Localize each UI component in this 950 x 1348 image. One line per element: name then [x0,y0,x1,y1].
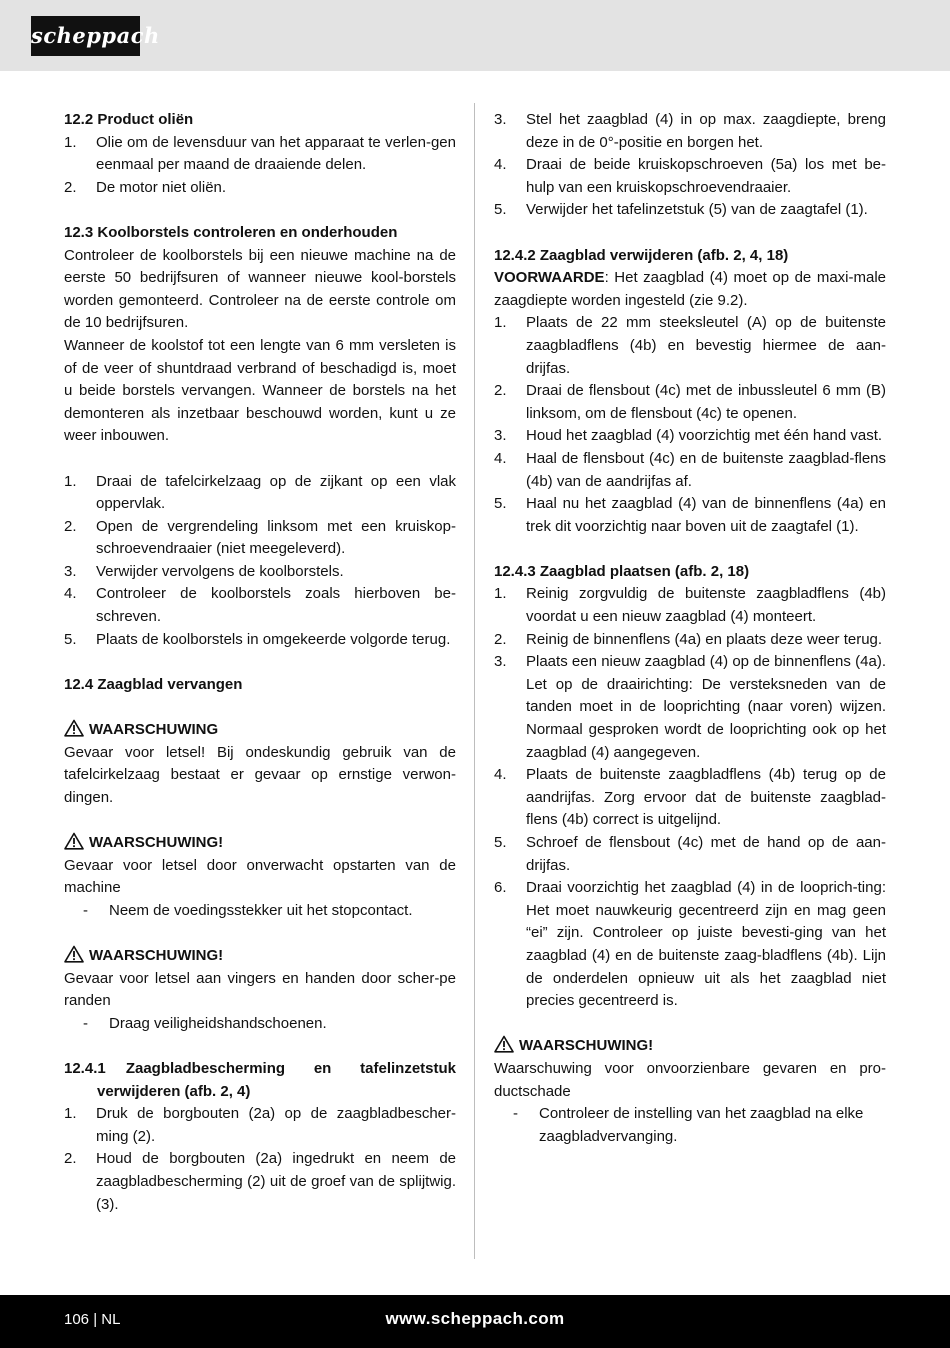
dash-list [494,1103,886,1148]
list-item: 1. Draai de tafelcirkelzaag op de zijkant op een vlak oppervlak. [64,472,456,513]
section-12-2-list [64,132,456,200]
left-column [64,109,456,1216]
section-12-4-1-heading: 12.4.1 Zaagbladbescherming en tafelinzetstuk verwijderen (afb. 2, 4) [64,1059,456,1100]
warning-text: Gevaar voor letsel! Bij ondeskundig gebruik van de tafelcirkelzaag bestaat er gevaar op ernstige verwon-dingen. [64,743,456,806]
warning-heading: WAARSCHUWING! [64,832,456,855]
list-item: 1. Druk de borgbouten (2a) op de zaagbladbescher-ming (2). [64,1105,456,1145]
list-item: 2. Open de vergrendeling linksom met een kruiskop-schroevendraaier (niet meegeleverd). [64,517,456,558]
right-column [494,109,886,1148]
list-item: 1. Plaats de 22 mm steeksleutel (A) op de buitenste zaagbladflens (4b) en bevestig hiermee de aan-drijfas. [494,314,886,377]
section-12-3-heading: 12.3 Koolborstels controleren en onderhouden [64,223,398,241]
section-12-4-heading: 12.4 Zaagblad vervangen [64,675,243,693]
warning-text: Waarschuwing voor onvoorzienbare gevaren en pro-ductschade [494,1059,886,1100]
list-item: 3. Houd het zaagblad (4) voorzichtig met één hand vast. [494,427,883,445]
list-item: 1. Olie om de levensduur van het apparaat te verlen-gen eenmaal per maand de draaiende delen. [64,133,456,174]
page-header [0,0,950,71]
warning-heading: WAARSCHUWING! [64,945,456,968]
list-item: 4. Haal de flensbout (4c) en de buitenste zaagblad-flens (4b) van de aandrijfas af. [494,449,886,490]
list-item: 1. Reinig zorgvuldig de buitenste zaagbladflens (4b) voordat u een nieuw zaagblad (4) monteert. [494,585,886,626]
section-12-4-1-list [64,1103,456,1216]
list-item: - Draag veiligheidshandschoenen. [83,1014,327,1032]
precondition-text: VOORWAARDE: Het zaagblad (4) moet op de maxi-male zaagdiepte worden ingesteld (zie 9.2). [494,269,886,309]
list-item: 2. De motor niet oliën. [64,178,227,196]
warning-triangle-icon [64,832,84,850]
list-item: 3. Stel het zaagblad (4) in op max. zaagdiepte, breng deze in de 0°-positie en borgen het. [494,111,886,151]
list-item: 4. Plaats de buitenste zaagbladflens (4b) terug op de aandrijfas. Zorg ervoor dat de buitenste zaagblad-flens (4b) correct is uitgelijnd. [494,766,886,829]
list-item: 2. Houd de borgbouten (2a) ingedrukt en neem de zaagbladbescherming (2) uit de groef van de splijtwig.(3). [64,1150,456,1213]
section-12-2-heading: 12.2 Product oliën [64,111,194,128]
section-12-4-3-heading: 12.4.3 Zaagblad plaatsen (afb. 2, 18) [494,562,750,580]
list-item: 2. Draai de flensbout (4c) met de inbussleutel 6 mm (B) linksom, om de flensbout (4c) te openen. [494,382,886,422]
website-link[interactable]: www.scheppach.com [385,1309,565,1328]
list-item: 4. Controleer de koolborstels zoals hierboven be-schreven. [64,585,456,626]
paragraph: Wanneer de koolstof tot een lengte van 6 mm versleten is of de veer of shuntdraad verbrand of beschadigd is, moet u beide borstels vervangen. Wanneer de borstels na het demonteren als inzetbaar beschouwd worden, kunt u ze weer inbouwen. [64,336,456,445]
list-item: 6. Draai voorzichtig het zaagblad (4) in de looprich-ting: Het moet nauwkeurig gecentreerd zijn en mag geen “ei” zijn. Controleer op juiste bevesti-ging van het zaagblad (4) en de buitenste zaag-bladflens (4b). Lijn de onderdelen opnieuw uit als het zaagblad niet precies gecentreerd is. [494,879,886,1010]
list-item: - Controleer de instelling van het zaagblad na elke zaagbladvervanging. [513,1105,864,1145]
warning-text: Gevaar voor letsel door onverwacht opstarten van de machine [64,856,456,897]
list-item: 5. Haal nu het zaagblad (4) van de binnenflens (4a) en trek dit voorzichtig naar boven uit de zaagtafel (1). [494,495,886,535]
warning-triangle-icon [64,719,84,737]
list-item: 3. Verwijder vervolgens de koolborstels. [64,562,344,580]
dash-list [64,900,456,923]
warning-triangle-icon [64,945,84,963]
continued-list [494,109,886,222]
warning-heading: WAARSCHUWING [64,719,456,742]
section-12-4-2-heading: 12.4.2 Zaagblad verwijderen (afb. 2, 4, 18) [494,246,789,264]
list-item: 4. Draai de beide kruiskopschroeven (5a) los met be-hulp van een kruiskopschroevendraaier. [494,156,886,196]
scheppach-logo: scheppach [31,16,140,56]
page-footer [0,1295,950,1348]
paragraph: Controleer de koolborstels bij een nieuwe machine na de eerste 50 bedrijfsuren of wanneer nieuwe kool-borstels worden gemonteerd. Controleer na de eerste controle om de 10 bedrijfsuren. [64,246,456,332]
list-item: 3. Plaats een nieuw zaagblad (4) op de binnenflens (4a). Let op de draairichting: De versteksneden van de tanden moet in de looprichting (naar voren) wijzen. Normaal gesproken wordt de looprichting ook op het zaagblad (4) aangegeven. [494,653,886,761]
section-12-4-2-list [494,312,886,538]
page-number: 106 | NL [64,1311,121,1328]
list-item: 5. Verwijder het tafelinzetstuk (5) van de zaagtafel (1). [494,201,868,219]
warning-text: Gevaar voor letsel aan vingers en handen door scher-pe randen [64,969,456,1010]
warning-heading: WAARSCHUWING! [494,1035,886,1058]
list-item: - Neem de voedingsstekker uit het stopcontact. [83,901,413,919]
list-item: 2. Reinig de binnenflens (4a) en plaats deze weer terug. [494,630,883,648]
section-12-3-list [64,471,456,652]
list-item: 5. Plaats de koolborstels in omgekeerde volgorde terug. [64,630,451,648]
column-divider [474,103,475,1259]
section-12-4-3-list [494,583,886,1012]
warning-triangle-icon [494,1035,514,1053]
list-item: 5. Schroef de flensbout (4c) met de hand op de aan-drijfas. [494,834,886,874]
dash-list [64,1013,456,1036]
